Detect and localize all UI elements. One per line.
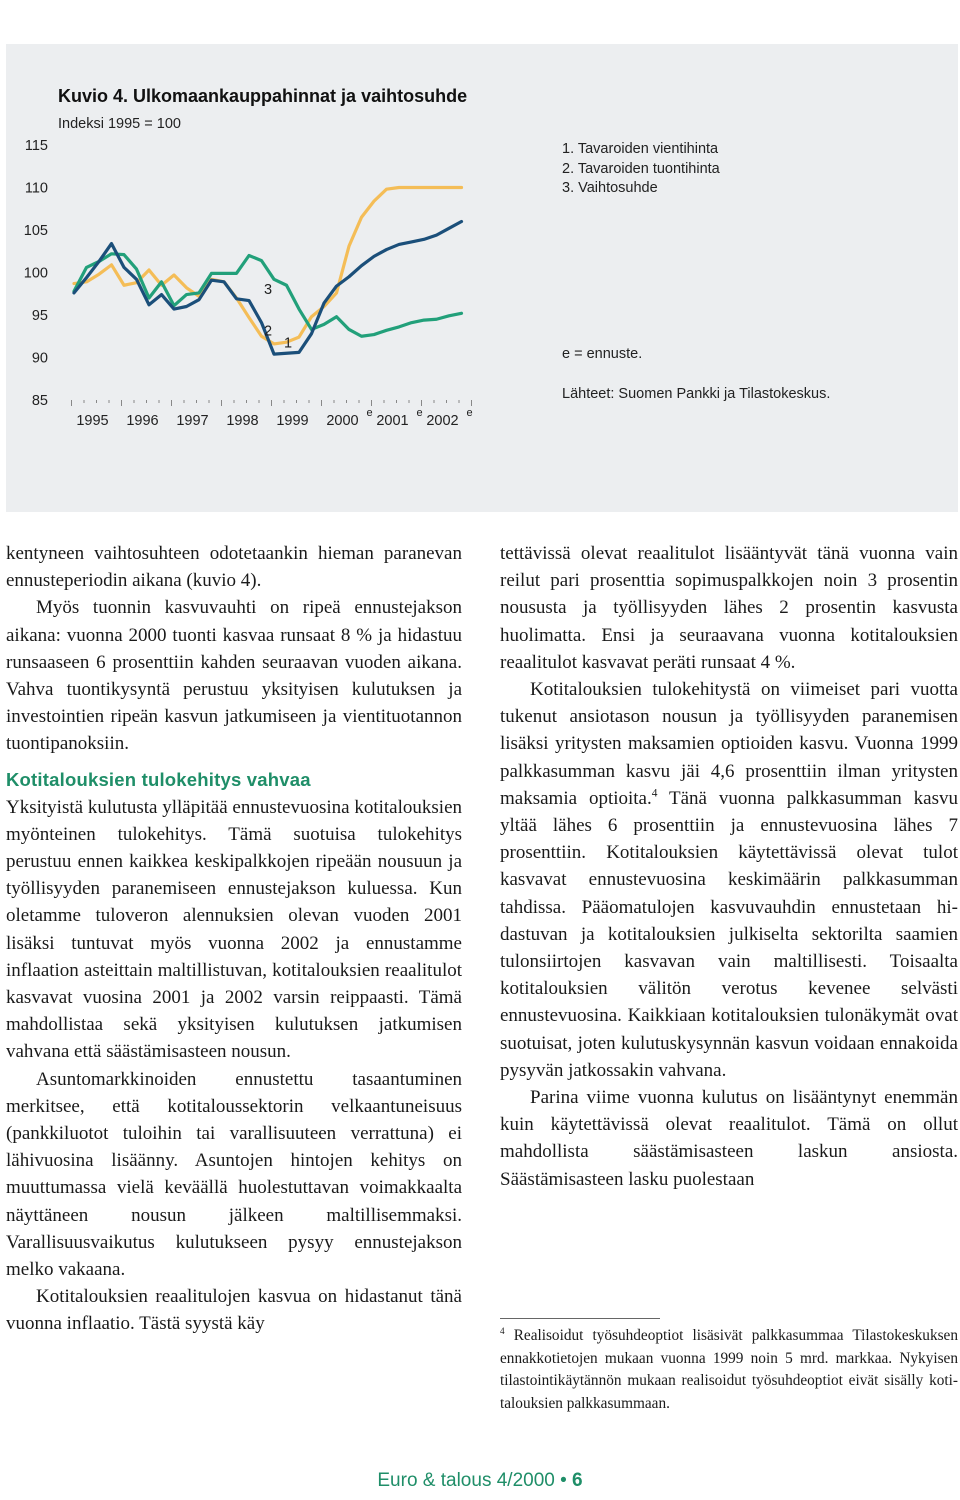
y-tick-label: 100	[23, 265, 48, 282]
x-tick-label: 1996	[126, 413, 159, 429]
y-tick-label: 85	[31, 393, 48, 409]
x-tick-label: 1998	[226, 413, 259, 429]
legend-item-export: 1. Tavaroiden vientihinta	[562, 141, 719, 157]
y-tick-label: 90	[31, 350, 48, 367]
series-number-label: 2	[263, 323, 273, 340]
paragraph: Myös tuonnin kasvuvauhti on ripeä ennustejakson aikana: vuonna 2000 tuonti kasvaa runsaat 8 % ja hidastuu runsaaseen 6 prosenttiin kahden seuraavan vuoden aikana. Vahva tuontikysyntä perustuu yksityisen kulutuksen ja investointien ripeän kasvun jatkumiseen ja vientituotannon tuontipanoksiin.	[6, 597, 462, 755]
paragraph: Yksityistä kulutusta ylläpitää ennustevuosina kotitalouksien myönteinen tulokehitys. Tämä suotuisa tulokehitys perustuu ennen kaikkea keskipalkkojen ripeään nousuun ja työllisyyden paranemiseen ennustejakson kuluessa. Kun oletamme tuloveron alennuksien olevan vuoden 2001 lisäksi tuntuvat myös vuonna 2002 ja ennustamme inflaation asteittain maltillistuvan, kotitalouksien reaalitulot kasvavat vuosina 2001 ja 2002 varsin reippaasti. Tämä mahdollistaa sekä yksityisen kulutuksen jatkumisen vahvana että säästämisasteen nousun.	[6, 796, 462, 1063]
figure-panel	[6, 44, 958, 512]
paragraph: Parina viime vuonna kulutus on lisääntynyt enemmän kuin käytettävissä olevat reaalitulot. Tämä on ollut mahdollista säästämisasteen laskun ansiosta. Säästämisasteen lasku puolestaan	[500, 1087, 958, 1190]
left-column	[6, 540, 462, 1338]
x-tick-label: 1999	[276, 413, 309, 429]
paragraph: Asuntomarkkinoiden ennustettu tasaantuminen merkitsee, että kotitaloussektorin velkaantuneisuus (pankkiluotot tuloihin tai varallisuuteen verrattuna) ei lähivuosina lisäänny. Asuntojen hintojen kehitys on muuttumassa vielä keväällä huolestuttavan voimakkaalta näyttäneen nousun jälkeen maltillisemmaksi. Varallisuusvaikutus kulutukseen pysyy ennustejakson melko vakaana.	[6, 1068, 462, 1281]
x-tick-superscript: e	[466, 407, 473, 419]
x-tick-label: 2002	[426, 413, 459, 429]
footnote-separator	[500, 1318, 660, 1319]
paragraph: Kotitalouksien reaalitulojen kasvua on hidastanut tänä vuonna inflaatio. Tästä syystä käy	[6, 1286, 462, 1335]
footnote-ref[interactable]: 4	[651, 787, 658, 800]
series-number-label: 3	[263, 281, 273, 298]
paragraph	[500, 676, 958, 1084]
x-tick-superscript: e	[366, 407, 373, 419]
y-tick-label: 110	[24, 180, 48, 197]
paragraph: tettävissä olevat reaalitulot lisääntyvät tänä vuonna vain reilut pari prosenttia sopimuspalkkojen noin 3 prosentin noususta ja työllisyyden lähes 2 prosentin kasvusta huolimatta. Ensi ja seuraavana vuonna kotitalouksien reaalitulot kasvavat peräti runsaat 4 %.	[500, 543, 958, 673]
series-number-label: 1	[283, 335, 293, 352]
paragraph: kentyneen vaihtosuhteen odotetaankin hieman paranevan ennusteperiodin aikana (kuvio 4).	[6, 543, 462, 592]
y-tick-label: 105	[23, 223, 48, 239]
legend-item-import: 2. Tavaroiden tuontihinta	[562, 160, 720, 177]
figure-subtitle: Indeksi 1995 = 100	[58, 116, 181, 132]
paragraph-text: Tänä vuonna palkkasumman kasvu yltää lähes 6 prosenttiin ja ennustevuosina lähes 7 prosenttiin. Kotitalouksien käytettävissä olevat tulot kasvavat ennustevuosina keskimäärin palkkasumman tahdissa. Pääomatulojen kasvuvauhdin ennustetaan hidastuvan ja kotitalouksien julkiselta sektorilta saamien tulonsiirtojen kasvavan vain maltillisesti. Toisaalta kotitalouksien välitön verotus kevenee selvästi ennustevuosina. Kaikkiaan kotitalouksien tulonäkymät ovat suotuisat, joten kulutuskysynnän kasvun voidaan ennakoida pysyvän jatkossakin vahvana.	[500, 787, 959, 1081]
section-heading: Kotitalouksien tulokehitys vahvaa	[6, 768, 311, 790]
x-tick-label: 1997	[176, 413, 209, 429]
page-footer	[0, 1470, 960, 1492]
footnote	[500, 1325, 958, 1415]
y-tick-label: 95	[31, 308, 48, 324]
right-column	[500, 540, 958, 1193]
y-tick-label: 115	[24, 138, 48, 154]
x-tick-label: 2001	[376, 413, 409, 429]
forecast-note: e = ennuste.	[562, 346, 643, 362]
x-tick-label: 2000	[326, 413, 359, 429]
source-note: Lähteet: Suomen Pankki ja Tilastokeskus.	[562, 386, 831, 402]
paragraph-text: Kotitalouksien tulokehitystä on viimeiset pari vuotta tukenut ansiotason nousun ja työllisyyden paranemisen lisäksi yritysten maksamien optioiden kasvu. Vuonna 1999 palkkasumman kasvu jäi 4,6 prosenttiin ilman yritysten maksamia optioita.	[500, 679, 958, 809]
legend-item-terms: 3. Vaihtosuhde	[562, 180, 658, 196]
footnote-text: Realisoidut työsuhdeoptiot lisäsivät palkkasummaa Tilastokeskuksen ennakkotietojen mukaan vuonna 1999 noin 5 mrd. markkaa. Nykyisen tilastointikäytännön mukaan realisoidut työsuhdeoptiot eivät sisälly kotitalouksien palkkasummaan.	[500, 1327, 958, 1412]
journal-name: Euro & talous 4/2000 •	[377, 1470, 573, 1491]
line-chart	[6, 44, 958, 512]
page-number: 6	[572, 1470, 583, 1491]
footnote-number: 4	[500, 1325, 505, 1336]
legend	[562, 140, 720, 199]
figure-title: Kuvio 4. Ulkomaankauppahinnat ja vaihtosuhde	[58, 86, 468, 106]
x-tick-label: 1995	[76, 413, 109, 429]
x-tick-superscript: e	[416, 407, 423, 419]
